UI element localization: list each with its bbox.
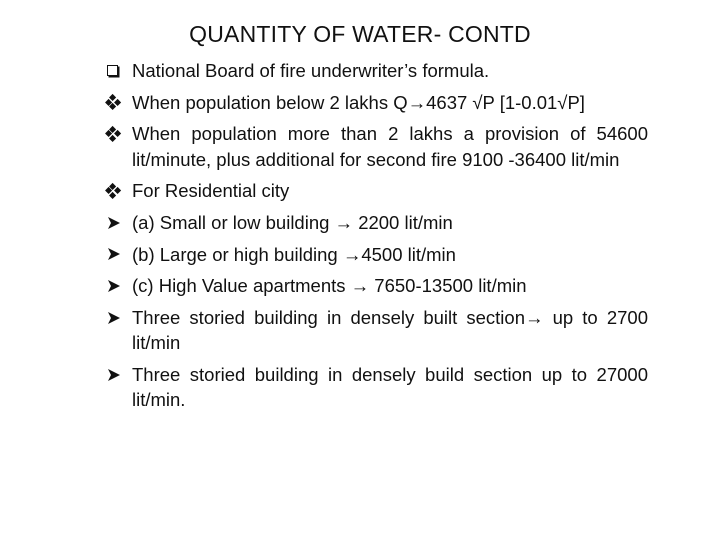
list-item-text: National Board of fire underwriter’s formula. <box>132 60 490 81</box>
list-item-text: Three storied building in densely built section→ up to 2700 lit/min <box>132 307 648 354</box>
square-outline-icon <box>107 65 118 76</box>
bullet-list <box>106 58 648 419</box>
arrowhead-icon <box>107 279 121 293</box>
slide-title: QUANTITY OF WATER- CONTD <box>189 21 531 47</box>
list-item <box>106 273 648 298</box>
arrowhead-icon <box>107 311 121 325</box>
list-item <box>106 121 648 171</box>
list-item-text: When population below 2 lakhs Q→4637 √P [1-0.01√P] <box>132 91 585 113</box>
list-item <box>106 305 648 355</box>
arrowhead-icon <box>107 216 121 230</box>
list-item <box>106 58 648 83</box>
list-item-text: (c) High Value apartments → 7650-13500 lit/min <box>132 275 527 297</box>
list-item-text: (b) Large or high building →4500 lit/min <box>132 243 456 265</box>
list-item <box>106 178 648 203</box>
list-item-text: For Residential city <box>132 180 290 202</box>
diamond-cluster-icon <box>106 95 120 109</box>
list-item-text: (a) Small or low building → 2200 lit/min <box>132 212 453 234</box>
diamond-cluster-icon <box>106 127 120 141</box>
diamond-cluster-icon <box>106 184 120 198</box>
list-item <box>106 210 648 235</box>
list-item-text: When population more than 2 lakhs a provision of 54600 lit/minute, plus additional for second fire 9100 -36400 lit/min <box>132 123 648 170</box>
list-item <box>106 90 648 115</box>
list-item-text: Three storied building in densely build section up to 27000 lit/min. <box>132 364 648 411</box>
arrowhead-icon <box>107 368 121 382</box>
list-item <box>106 362 648 412</box>
arrowhead-icon <box>107 247 121 261</box>
list-item <box>106 242 648 267</box>
